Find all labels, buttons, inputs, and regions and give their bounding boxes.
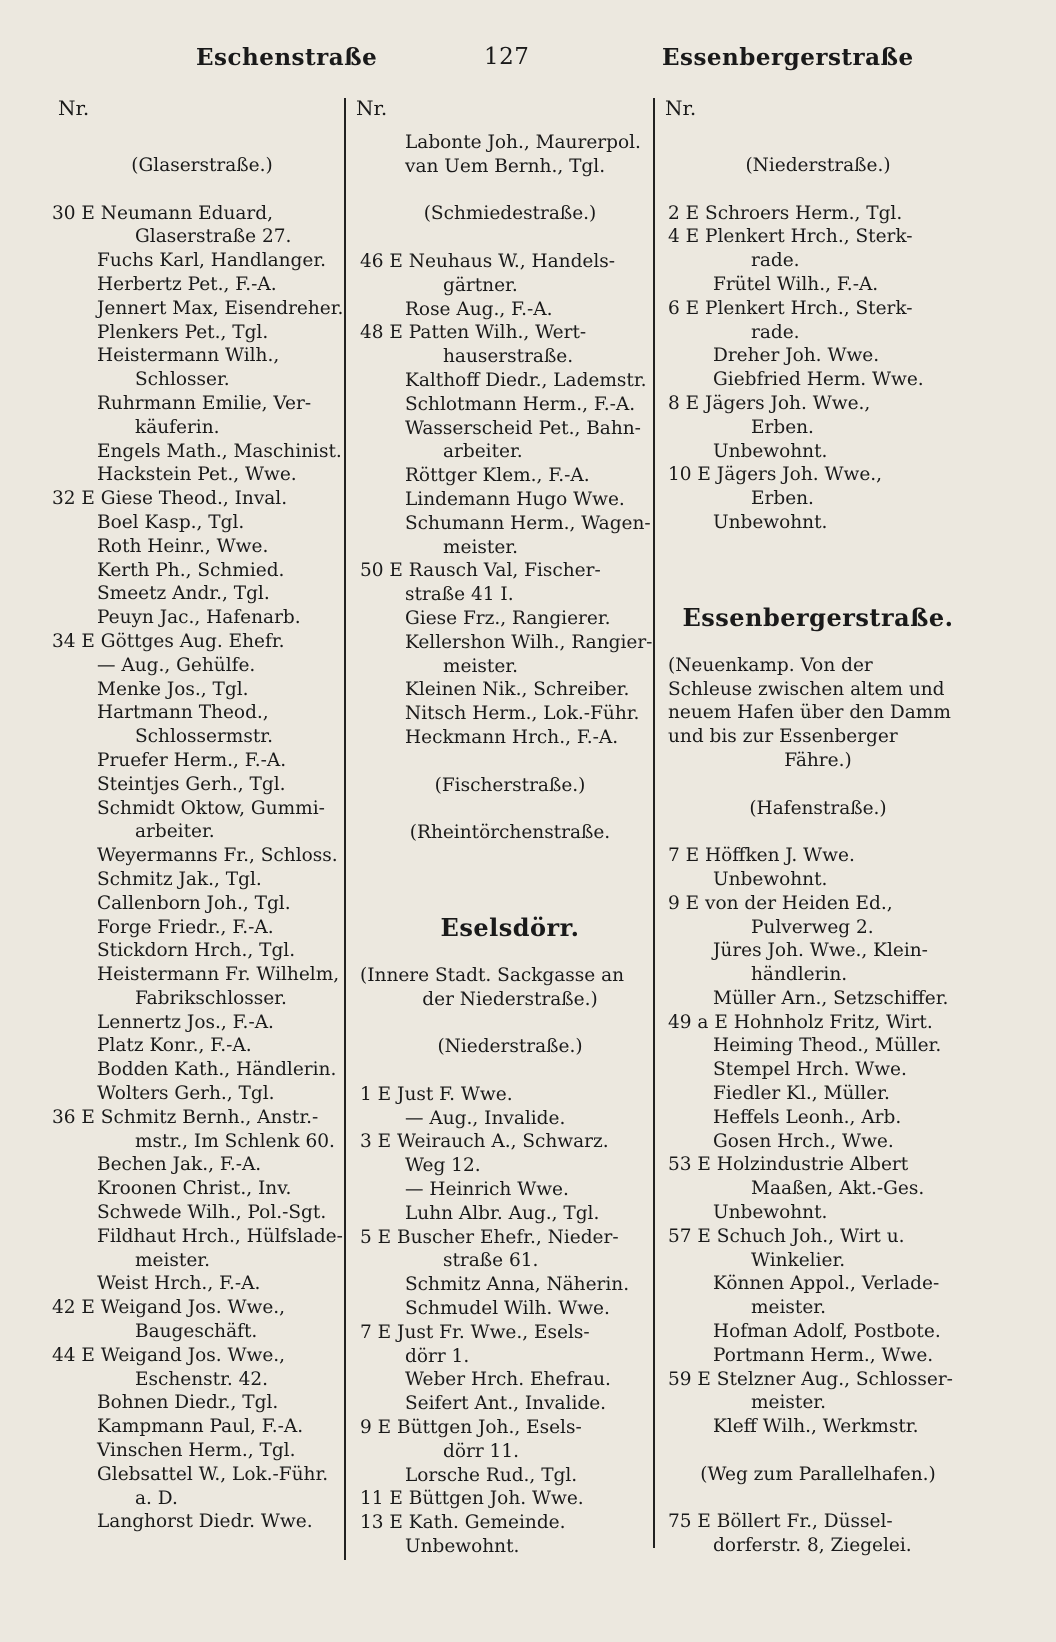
spacer: [360, 845, 660, 869]
section-heading: (Hafenstraße.): [749, 797, 887, 819]
entry-line: Stickdorn Hrch., Tgl.: [97, 940, 296, 962]
column-eschenstrasse: [52, 154, 352, 1534]
spacer: [360, 179, 660, 203]
entry-line: hauserstraße.: [443, 346, 574, 368]
section-heading: (Fischerstraße.): [434, 774, 586, 796]
entry-line: 8 E Jägers Joh. Wwe.,: [668, 392, 871, 414]
entry-line: 1 E Just F. Wwe.: [360, 1083, 513, 1105]
section-heading: (Weg zum Parallelhafen.): [700, 1463, 936, 1485]
entry-line: 30 E Neumann Eduard,: [52, 202, 273, 224]
entry-line: Schlossermstr.: [135, 726, 273, 748]
entry-line: Pulverweg 2.: [751, 916, 874, 938]
entry-line: — Aug., Invalide.: [405, 1107, 566, 1129]
spacer: [360, 940, 660, 964]
entry-line: Kleff Wilh., Werkmstr.: [713, 1416, 919, 1438]
running-header-left: Eschenstraße: [196, 44, 378, 71]
entry-line: dörr 1.: [405, 1345, 470, 1367]
entry-line: Bodden Kath., Händlerin.: [97, 1059, 337, 1081]
entry-line: 7 E Höffken J. Wwe.: [668, 845, 855, 867]
entry-line: Weist Hrch., F.-A.: [97, 1273, 261, 1295]
entry-line: 50 E Rausch Val, Fischer-: [360, 560, 601, 582]
page-number: 127: [484, 44, 530, 70]
nr-label-col2: Nr.: [356, 96, 388, 120]
section-heading: (Glaserstraße.): [131, 155, 273, 176]
entry-line: Smeetz Andr., Tgl.: [97, 583, 270, 605]
entry-line: Heistermann Wilh.,: [97, 345, 280, 367]
entry-line: meister.: [135, 1249, 210, 1271]
entry-line: Fabrikschlosser.: [135, 987, 287, 1009]
spacer: [360, 750, 660, 774]
entry-line: 5 E Buscher Ehefr., Nieder-: [360, 1226, 619, 1248]
entry-line: meister.: [443, 536, 518, 558]
entry-line: Lorsche Rud., Tgl.: [405, 1464, 578, 1486]
section-heading: (Rheintörchenstraße.: [409, 822, 611, 844]
entry-line: Unbewohnt.: [405, 1536, 520, 1558]
entry-line: Bohnen Diedr., Tgl.: [97, 1392, 279, 1414]
entry-line: käuferin.: [135, 416, 220, 438]
entry-line: Kellershon Wilh., Rangier-: [405, 631, 653, 653]
entry-line: Fildhaut Hrch., Hülfslade-: [97, 1225, 343, 1247]
entry-line: meister.: [443, 655, 518, 677]
nr-label-col3: Nr.: [665, 96, 697, 120]
entry-line: Giese Frz., Rangierer.: [405, 607, 611, 629]
entry-line: 44 E Weigand Jos. Wwe.,: [52, 1344, 286, 1366]
entry-line: Maaßen, Akt.-Ges.: [751, 1178, 925, 1200]
entry-line: 48 E Patten Wilh., Wert-: [360, 322, 587, 344]
entry-line: a. D.: [135, 1487, 178, 1509]
entry-line: Schlosser.: [135, 369, 230, 391]
entry-line: Steintjes Gerh., Tgl.: [97, 773, 286, 795]
spacer: [360, 226, 660, 250]
entry-line: Unbewohnt.: [713, 868, 828, 890]
entry-line: van Uem Bernh., Tgl.: [405, 155, 606, 177]
entry-line: Schmidt Oktow, Gummi-: [97, 797, 325, 819]
spacer: [360, 1011, 660, 1035]
entry-line: Wolters Gerh., Tgl.: [97, 1083, 275, 1105]
entry-line: Herbertz Pet., F.-A.: [97, 273, 277, 295]
entry-line: Kalthoff Diedr., Lademstr.: [405, 369, 647, 391]
entry-line: straße 41 I.: [405, 584, 514, 606]
entry-line: neuem Hafen über den Damm: [668, 702, 951, 724]
entry-line: dorferstr. 8, Ziegelei.: [713, 1535, 912, 1557]
entry-line: mstr., Im Schlenk 60.: [135, 1130, 335, 1152]
entry-line: Heckmann Hrch., F.-A.: [405, 726, 619, 748]
entry-line: Roth Heinr., Wwe.: [97, 535, 269, 557]
entry-line: 57 E Schuch Joh., Wirt u.: [668, 1225, 905, 1247]
entry-line: 11 E Büttgen Joh. Wwe.: [360, 1488, 584, 1510]
section-heading: Essenbergerstraße.: [682, 603, 954, 633]
entry-line: 9 E von der Heiden Ed.,: [668, 892, 893, 914]
spacer: [360, 869, 660, 893]
entry-line: Kroonen Christ., Inv.: [97, 1178, 292, 1200]
running-header-right: Essenbergerstraße: [662, 44, 914, 71]
entry-line: Lennertz Jos., F.-A.: [97, 1011, 274, 1033]
entry-line: Peuyn Jac., Hafenarb.: [97, 607, 301, 629]
entry-line: arbeiter.: [135, 821, 215, 843]
entry-line: Frütel Wilh., F.-A.: [713, 273, 879, 295]
entry-line: Weyermanns Fr., Schloss.: [97, 845, 338, 867]
entry-line: Bechen Jak., F.-A.: [97, 1154, 262, 1176]
entry-line: gärtner.: [443, 274, 518, 296]
entry-line: — Heinrich Wwe.: [405, 1179, 569, 1201]
entry-line: Baugeschäft.: [135, 1321, 258, 1343]
spacer: [668, 1487, 968, 1511]
entry-line: 49 a E Hohnholz Fritz, Wirt.: [668, 1011, 933, 1033]
spacer: [668, 535, 968, 559]
column-essenbergerstrasse: [668, 154, 968, 1558]
entry-line: Platz Konr., F.-A.: [97, 1035, 252, 1057]
entry-line: 10 E Jägers Joh. Wwe.,: [668, 464, 883, 486]
entry-line: 36 E Schmitz Bernh., Anstr.-: [52, 1106, 319, 1128]
section-heading: (Niederstraße.): [437, 1036, 583, 1058]
entry-line: Jennert Max, Eisendreher.: [97, 297, 344, 319]
entry-line: — Aug., Gehülfe.: [97, 654, 256, 676]
spacer: [668, 559, 968, 583]
entry-line: 9 E Büttgen Joh., Esels-: [360, 1417, 582, 1439]
spacer: [668, 178, 968, 202]
entry-line: Schwede Wilh., Pol.-Sgt.: [97, 1202, 327, 1224]
entry-line: 46 E Neuhaus W., Handels-: [360, 250, 616, 272]
spacer: [360, 797, 660, 821]
entry-line: Hartmann Theod.,: [97, 702, 269, 724]
spacer: [668, 1439, 968, 1463]
entry-line: Röttger Klem., F.-A.: [405, 465, 590, 487]
entry-line: 32 E Giese Theod., Inval.: [52, 488, 288, 510]
entry-line: Callenborn Joh., Tgl.: [97, 892, 291, 914]
entry-line: Ruhrmann Emilie, Ver-: [97, 392, 312, 414]
entry-line: straße 61.: [443, 1250, 539, 1272]
entry-line: Heistermann Fr. Wilhelm,: [97, 964, 340, 986]
entry-line: Erben.: [751, 416, 814, 438]
entry-line: Forge Friedr., F.-A.: [97, 916, 274, 938]
entry-line: Langhorst Diedr. Wwe.: [97, 1511, 313, 1533]
entry-line: Schmitz Anna, Näherin.: [405, 1274, 630, 1296]
entry-line: Lindemann Hugo Wwe.: [405, 488, 625, 510]
entry-line: Pruefer Herm., F.-A.: [97, 749, 287, 771]
entry-line: 42 E Weigand Jos. Wwe.,: [52, 1297, 286, 1319]
entry-line: Nitsch Herm., Lok.-Führ.: [405, 703, 640, 725]
spacer: [668, 820, 968, 844]
entry-line: Eschenstr. 42.: [135, 1368, 269, 1390]
nr-label-col1: Nr.: [58, 96, 90, 120]
entry-line: Labonte Joh., Maurerpol.: [405, 132, 641, 153]
entry-line: Müller Arn., Setzschiffer.: [713, 987, 949, 1009]
entry-line: Rose Aug., F.-A.: [405, 298, 553, 320]
entry-line: Kleinen Nik., Schreiber.: [405, 679, 630, 701]
entry-line: 4 E Plenkert Hrch., Sterk-: [668, 226, 913, 248]
spacer: [52, 178, 352, 202]
entry-line: Können Appol., Verlade-: [713, 1273, 940, 1295]
entry-line: Unbewohnt.: [713, 511, 828, 533]
entry-line: Glaserstraße 27.: [135, 226, 292, 248]
entry-line: 3 E Weirauch A., Schwarz.: [360, 1131, 609, 1153]
entry-line: Fiedler Kl., Müller.: [713, 1083, 890, 1105]
entry-line: Giebfried Herm. Wwe.: [713, 369, 924, 391]
section-heading: Fähre.): [784, 749, 852, 771]
entry-line: 75 E Böllert Fr., Düssel-: [668, 1511, 893, 1533]
section-heading: (Niederstraße.): [745, 155, 891, 176]
entry-line: Heiming Theod., Müller.: [713, 1035, 942, 1057]
entry-line: Plenkers Pet., Tgl.: [97, 321, 269, 343]
entry-line: 59 E Stelzner Aug., Schlosser-: [668, 1368, 953, 1390]
entry-line: Heffels Leonh., Arb.: [713, 1106, 902, 1128]
entry-line: Stempel Hrch. Wwe.: [713, 1059, 907, 1081]
entry-line: Glebsattel W., Lok.-Führ.: [97, 1463, 329, 1485]
entry-line: Wasserscheid Pet., Bahn-: [405, 417, 641, 439]
entry-line: Hackstein Pet., Wwe.: [97, 464, 297, 486]
entry-line: 6 E Plenkert Hrch., Sterk-: [668, 297, 913, 319]
entry-line: Fuchs Karl, Handlanger.: [97, 250, 327, 272]
entry-line: rade.: [751, 250, 800, 272]
entry-line: und bis zur Essenberger: [668, 726, 898, 748]
entry-line: 7 E Just Fr. Wwe., Esels-: [360, 1321, 590, 1343]
column-eschenstrasse-eselsdoerr: [360, 131, 660, 1559]
entry-line: händlerin.: [751, 964, 848, 986]
entry-line: 2 E Schroers Herm., Tgl.: [668, 202, 903, 224]
entry-line: Boel Kasp., Tgl.: [97, 511, 245, 533]
entry-line: rade.: [751, 321, 800, 343]
entry-line: arbeiter.: [443, 441, 523, 463]
entry-line: Unbewohnt.: [713, 440, 828, 462]
entry-line: Jüres Joh. Wwe., Klein-: [713, 940, 928, 962]
entry-line: Weber Hrch. Ehefrau.: [405, 1369, 611, 1391]
entry-line: Kampmann Paul, F.-A.: [97, 1416, 304, 1438]
entry-line: (Innere Stadt. Sackgasse an: [360, 964, 625, 986]
entry-line: Gosen Hrch., Wwe.: [713, 1130, 894, 1152]
entry-line: Luhn Albr. Aug., Tgl.: [405, 1202, 600, 1224]
entry-line: Weg 12.: [405, 1155, 481, 1177]
section-heading: der Niederstraße.): [422, 988, 598, 1010]
entry-line: Winkelier.: [751, 1249, 846, 1271]
entry-line: 34 E Göttges Aug. Ehefr.: [52, 630, 285, 652]
entry-line: meister.: [751, 1392, 826, 1414]
section-heading: Eselsdörr.: [440, 913, 580, 943]
entry-line: Kerth Ph., Schmied.: [97, 559, 285, 581]
spacer: [668, 773, 968, 797]
entry-line: (Neuenkamp. Von der: [668, 654, 873, 676]
entry-line: Seifert Ant., Invalide.: [405, 1393, 607, 1415]
entry-line: 13 E Kath. Gemeinde.: [360, 1512, 566, 1534]
entry-line: Schmitz Jak., Tgl.: [97, 868, 262, 890]
entry-line: 53 E Holzindustrie Albert: [668, 1154, 909, 1176]
entry-line: Vinschen Herm., Tgl.: [97, 1440, 296, 1462]
entry-line: dörr 11.: [443, 1440, 519, 1462]
entry-line: Portmann Herm., Wwe.: [713, 1344, 934, 1366]
entry-line: Schmudel Wilh. Wwe.: [405, 1298, 610, 1320]
entry-line: Schleuse zwischen altem und: [668, 678, 945, 700]
entry-line: Engels Math., Maschinist.: [97, 440, 342, 462]
entry-line: Schumann Herm., Wagen-: [405, 512, 651, 534]
spacer: [668, 630, 968, 654]
entry-line: Unbewohnt.: [713, 1202, 828, 1224]
entry-line: Erben.: [751, 488, 814, 510]
spacer: [360, 1059, 660, 1083]
entry-line: Hofman Adolf, Postbote.: [713, 1321, 941, 1343]
entry-line: Menke Jos., Tgl.: [97, 678, 249, 700]
entry-line: meister.: [751, 1297, 826, 1319]
entry-line: Schlotmann Herm., F.-A.: [405, 393, 636, 415]
entry-line: Dreher Joh. Wwe.: [713, 345, 880, 367]
section-heading: (Schmiedestraße.): [423, 203, 597, 225]
